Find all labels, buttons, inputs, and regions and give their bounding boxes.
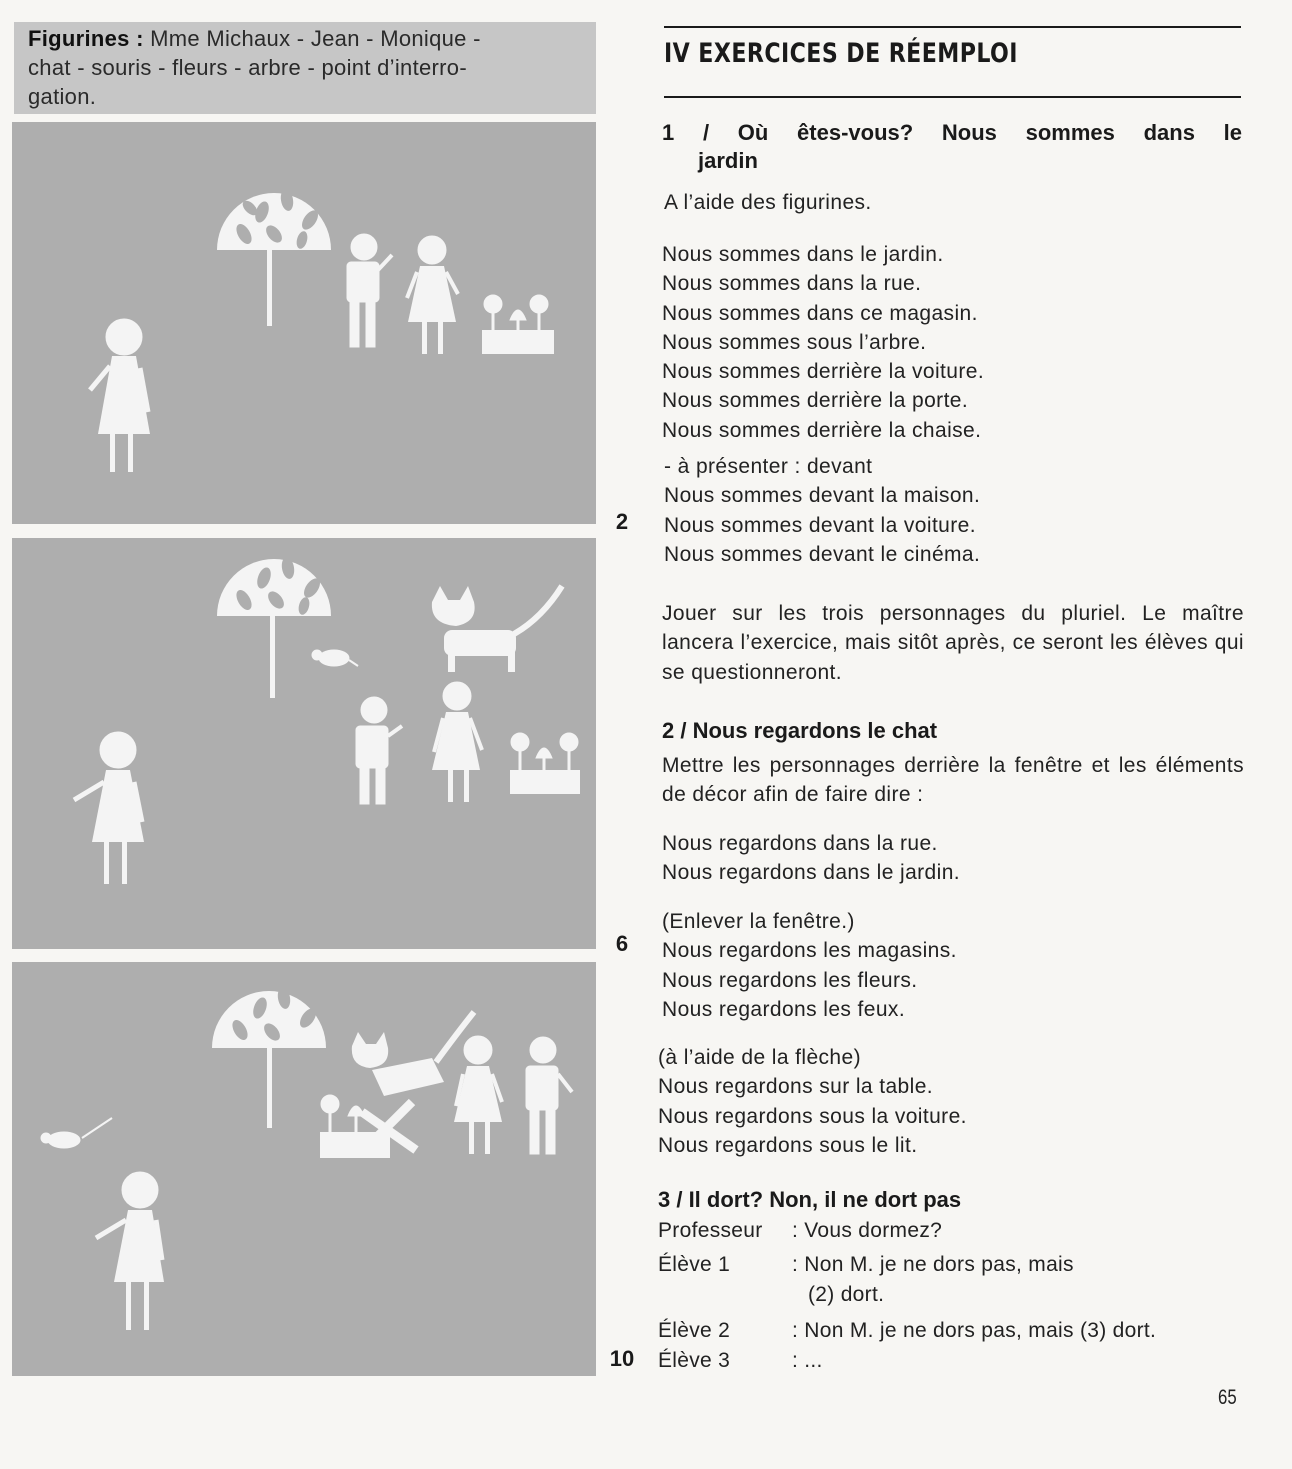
exercise-1-heading-line-2: jardin: [698, 148, 758, 173]
tree-icon: [217, 556, 331, 698]
mouse-icon: [312, 650, 358, 666]
dialog-speaker: Élève 1: [658, 1253, 731, 1276]
sentence: Nous sommes sous l’arbre.: [662, 330, 927, 354]
sentence: Nous sommes dans ce magasin.: [662, 301, 978, 325]
flowers-icon: [320, 1095, 416, 1158]
sentence: Nous regardons sur la table.: [658, 1075, 934, 1099]
flowers-icon: [510, 733, 580, 794]
girl-figure-icon: [407, 236, 458, 354]
sentence: Nous regardons dans la rue.: [662, 832, 938, 855]
boy-figure-icon: [347, 234, 392, 347]
sentence: Nous regardons sous le lit.: [658, 1133, 918, 1157]
sentence: Nous regardons dans le jardin.: [662, 861, 961, 885]
section-title: IV EXERCICES DE RÉEMPLOI: [664, 38, 1018, 69]
cat-icon: [432, 586, 562, 672]
line-number-10: 10: [609, 1346, 635, 1371]
dialog-text: (2) dort.: [808, 1283, 885, 1306]
sentence: Nous sommes derrière la voiture.: [662, 360, 985, 384]
woman-figure-icon: [90, 319, 150, 472]
exercise-1-note: Jouer sur les trois personnages du pluriel. Le maître lancera l’exercice, mais sitôt après, ce seront les élèves qui se questionneront.: [662, 602, 1244, 684]
exercise-2-lines-b: [662, 907, 957, 1024]
flowers-icon: [482, 295, 554, 354]
sentence: - à présenter : devant: [664, 455, 873, 478]
illustration-garden-scene: [12, 122, 596, 524]
exercise-2-lines-a: [662, 829, 960, 888]
sentence: (Enlever la fenêtre.): [662, 910, 855, 933]
boy-figure-icon: [526, 1037, 572, 1154]
top-rule: [664, 26, 1241, 28]
exercise-1-intro: A l’aide des figurines.: [664, 191, 872, 214]
sentence: (à l’aide de la flèche): [658, 1046, 861, 1069]
title-rule: [664, 96, 1241, 98]
woman-figure-icon: [96, 1172, 164, 1330]
exercise-1-lines-a: [662, 240, 984, 445]
figurines-line-1: Figurines : Mme Michaux - Jean - Monique -: [28, 26, 481, 51]
line-number-2: 2: [615, 509, 629, 534]
illustration-panel-1: [12, 122, 596, 524]
page-number: 65: [1218, 1386, 1237, 1409]
illustration-chase-scene: [12, 962, 596, 1376]
sentence: Nous sommes devant le cinéma.: [664, 542, 981, 566]
figurines-line-3: gation.: [28, 84, 97, 109]
sentence: Nous regardons sous la voiture.: [658, 1104, 967, 1128]
sentence: Nous sommes devant la maison.: [664, 484, 981, 508]
dialog-text: : ...: [792, 1349, 823, 1372]
exercise-2-intro: Mettre les personnages derrière la fenêtre et les éléments de décor afin de faire dire :: [662, 754, 1244, 807]
figurines-label: Figurines :: [28, 26, 144, 51]
boy-figure-icon: [356, 697, 402, 804]
exercise-3-heading: 3 / Il dort? Non, il ne dort pas: [658, 1187, 962, 1212]
dialog-speaker: Élève 3: [658, 1349, 731, 1372]
cat-icon: [352, 1012, 474, 1096]
dialog-text: : Vous dormez?: [792, 1219, 943, 1242]
dialog-text: : Non M. je ne dors pas, mais (3) dort.: [792, 1319, 1157, 1342]
sentence: Nous sommes dans le jardin.: [662, 243, 944, 266]
figurines-box: [14, 22, 596, 114]
sentence: Nous regardons les magasins.: [662, 939, 957, 963]
dialog-text: : Non M. je ne dors pas, mais: [792, 1253, 1074, 1276]
illustration-panel-2: [12, 538, 596, 949]
sentence: Nous regardons les feux.: [662, 997, 906, 1021]
line-number-6: 6: [615, 931, 629, 956]
sentence: Nous sommes derrière la chaise.: [662, 418, 982, 442]
figurines-line-2: chat - souris - fleurs - arbre - point d’interro-: [28, 55, 467, 80]
sentence: Nous sommes dans la rue.: [662, 272, 922, 296]
tree-icon: [212, 986, 326, 1128]
exercise-1-heading: [662, 119, 1242, 175]
dialog-speaker: Professeur: [658, 1219, 763, 1242]
sentence: Nous sommes devant la voiture.: [664, 513, 976, 537]
illustration-cat-scene: [12, 538, 596, 949]
illustration-panel-3: [12, 962, 596, 1376]
exercise-1-lines-b: [664, 452, 980, 569]
tree-icon: [217, 188, 331, 326]
sentence: Nous regardons les fleurs.: [662, 968, 918, 992]
girl-figure-icon: [432, 682, 482, 802]
exercise-1-heading-line-1: 1 / Où êtes-vous? Nous sommes dans le: [662, 120, 1242, 145]
exercise-2-lines-c: [658, 1043, 967, 1160]
mouse-icon: [41, 1118, 112, 1148]
exercise-2-heading: 2 / Nous regardons le chat: [662, 718, 938, 743]
woman-figure-icon: [74, 732, 144, 884]
sentence: Nous sommes derrière la porte.: [662, 389, 969, 413]
girl-figure-icon: [454, 1036, 502, 1154]
dialog-speaker: Élève 2: [658, 1319, 731, 1342]
